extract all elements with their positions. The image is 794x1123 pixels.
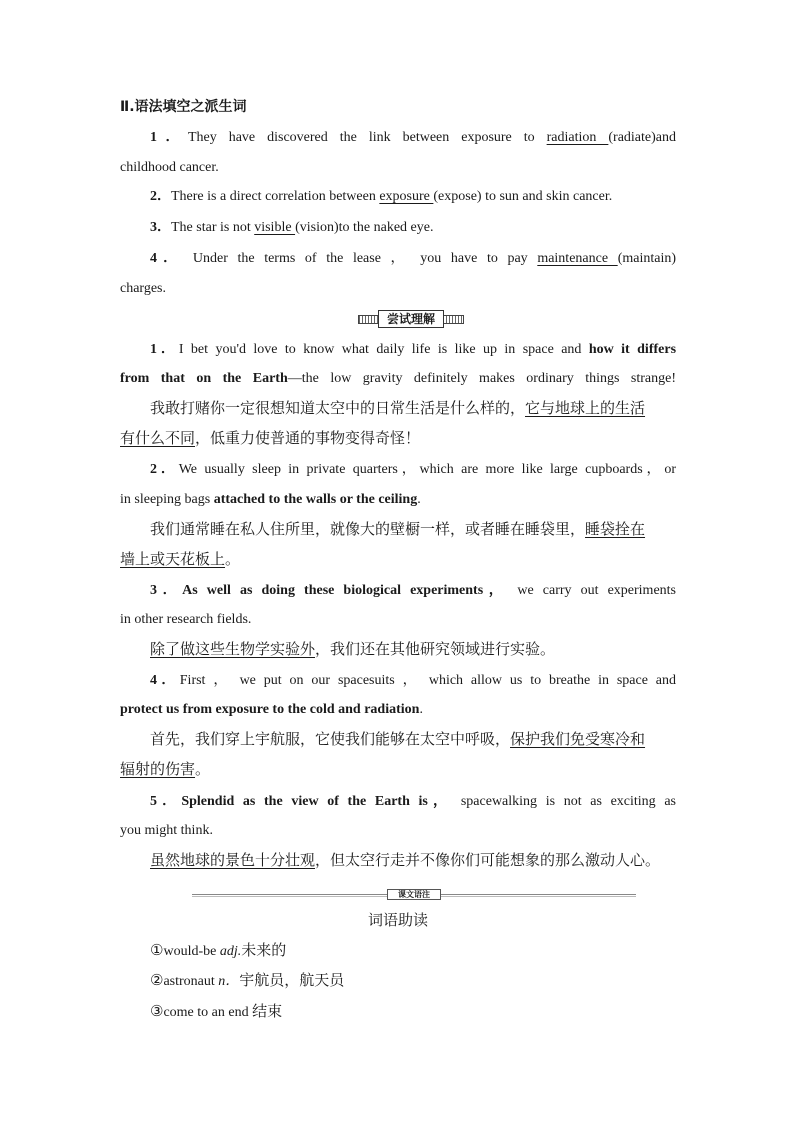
item-marker: ② (150, 971, 164, 989)
try-understand-banner (358, 310, 464, 328)
sentence-text: We usually sleep in private quarters，which are more like large cupboards，or (178, 462, 677, 477)
key-phrase: As well as doing these biological experiments， (182, 583, 509, 598)
sentence-text: First ， we put on our spacesuits ， which allow us to breathe in space and (179, 673, 677, 688)
translation-text: ，但太空行走并不像你们可能想象的那么激动人心。 (315, 851, 661, 869)
exercise-item-4 (150, 249, 676, 269)
item-text: They have discovered the link between exposure to (187, 130, 547, 145)
translation-text: 。 (225, 550, 241, 568)
translation-text: ，低重力使普通的事物变得奇怪！ (195, 429, 421, 447)
item-number: 2． (150, 189, 171, 204)
banner-label: 尝试理解 (378, 310, 444, 328)
item-marker: ③ (150, 1002, 164, 1020)
sentence-text: in sleeping bags (120, 492, 214, 507)
translation-key: 虽然地球的景色十分壮观 (150, 851, 316, 869)
item-number: 3． (150, 220, 171, 235)
sentence-2-cn-line2 (120, 549, 676, 569)
section-heading: Ⅱ.语法填空之派生词 (120, 99, 247, 115)
divider-tag: 课文语注 (387, 889, 441, 900)
sentence-1-cn-line2 (120, 428, 676, 448)
item-number: 5． (150, 794, 182, 809)
sentence-2-en-line1 (150, 460, 676, 480)
sentence-text: —the low gravity definitely makes ordinary things strange! (287, 371, 676, 386)
key-phrase: attached to the walls or the ceiling (213, 492, 418, 507)
item-marker: ① (150, 941, 164, 959)
hint: (maintain) (617, 251, 676, 266)
translation-key: 有什么不同 (120, 429, 196, 447)
vocab-meaning: 宇航员，航天员 (239, 971, 345, 989)
item-number: 1． (150, 130, 188, 145)
sentence-2-cn-line1 (150, 519, 676, 539)
answer: maintenance (537, 251, 618, 266)
sentence-1-cn-line1 (150, 398, 676, 418)
key-phrase: protect us from exposure to the cold and radiation (120, 702, 420, 717)
sentence-4-en-line2 (120, 700, 676, 720)
sentence-1-en-line1 (150, 340, 676, 360)
sentence-5-cn-line1 (150, 850, 676, 870)
key-phrase: how it differs (588, 342, 677, 357)
item-number: 4． (150, 673, 180, 688)
exercise-item-1 (150, 128, 676, 148)
key-phrase: from that on the Earth (120, 371, 288, 386)
sentence-3-en-line2: in other research fields. (120, 612, 252, 627)
item-text: The star is not (171, 220, 255, 235)
answer: visible (254, 220, 296, 235)
key-phrase: Splendid as the view of the Earth is， (181, 794, 453, 809)
vocab-word: come to an end (163, 1005, 253, 1020)
sentence-3-cn-line1 (150, 639, 676, 659)
sentence-text: we carry out experiments (508, 583, 677, 598)
item-text: There is a direct correlation between (171, 189, 380, 204)
translation-key: 保护我们免受寒冷和 (510, 730, 646, 748)
part-of-speech: n． (218, 974, 240, 989)
part-of-speech: adj. (219, 944, 242, 959)
vocab-word: would-be (163, 944, 220, 959)
sentence-1-en-line2 (120, 369, 676, 389)
item-number: 3． (150, 583, 183, 598)
hint: (expose) to sun and skin cancer. (433, 189, 613, 204)
answer: exposure (379, 189, 434, 204)
vocab-meaning: 未来的 (241, 941, 287, 959)
vocab-item-2 (150, 970, 676, 992)
sentence-2-en-line2 (120, 490, 676, 510)
hint: (radiate)and (608, 130, 676, 145)
exercise-item-4-cont: charges. (120, 281, 166, 296)
item-number: 2． (150, 462, 179, 477)
sentence-text: spacewalking is not as exciting as (452, 794, 676, 809)
hint: (vision)to the naked eye. (295, 220, 434, 235)
translation-key: 墙上或天花板上 (120, 550, 226, 568)
exercise-item-3 (150, 218, 676, 238)
answer: radiation (546, 130, 609, 145)
vocab-word: astronaut (163, 974, 219, 989)
sentence-text: . (417, 492, 421, 507)
vocab-meaning: 结束 (252, 1002, 283, 1020)
vocab-title: 词语助读 (367, 911, 428, 929)
sentence-text: I bet you'd love to know what daily life is like up in space and (178, 342, 589, 357)
translation-key: 除了做这些生物学实验外 (150, 640, 316, 658)
sentence-5-en-line1 (150, 792, 676, 812)
section-divider (192, 890, 636, 900)
item-text: Under the terms of the lease ， you have to pay (183, 251, 538, 266)
sentence-4-cn-line2 (120, 759, 676, 779)
translation-text: 。 (195, 760, 211, 778)
translation-text: 首先，我们穿上宇航服，它使我们能够在太空中呼吸， (150, 730, 511, 748)
sentence-4-cn-line1 (150, 729, 676, 749)
sentence-3-en-line1 (150, 581, 676, 601)
translation-key: 睡袋拴在 (585, 520, 646, 538)
sentence-text: . (419, 702, 423, 717)
translation-text: 我们通常睡在私人住所里，就像大的壁橱一样，或者睡在睡袋里， (150, 520, 586, 538)
exercise-item-2 (150, 187, 676, 207)
item-number: 1． (150, 342, 179, 357)
vocab-item-3 (150, 1001, 676, 1023)
translation-text: ，我们还在其他研究领域进行实验。 (315, 640, 556, 658)
translation-key: 它与地球上的生活 (525, 399, 646, 417)
translation-text: 我敢打赌你一定很想知道太空中的日常生活是什么样的， (150, 399, 526, 417)
sentence-5-en-line2: you might think. (120, 823, 213, 838)
exercise-item-1-cont: childhood cancer. (120, 160, 219, 175)
item-number: 4． (150, 251, 184, 266)
sentence-4-en-line1 (150, 671, 676, 691)
translation-key: 辐射的伤害 (120, 760, 196, 778)
vocab-item-1 (150, 940, 676, 962)
